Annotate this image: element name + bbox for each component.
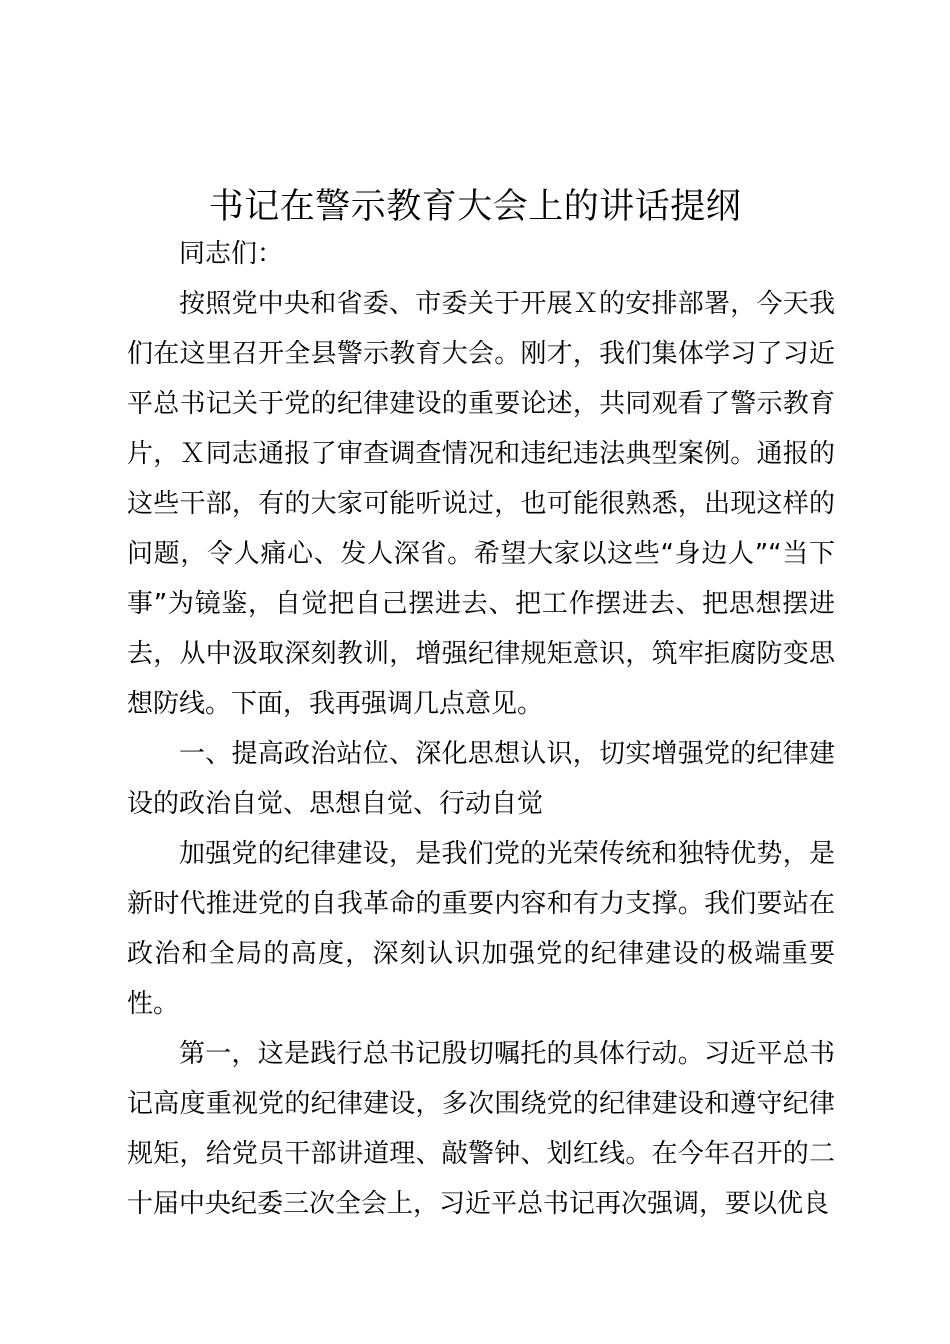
paragraph-intro: 按照党中央和省委、市委关于开展Ｘ的安排部署，今天我们在这里召开全县警示教育大会。刚才，我们集体学习了习近平总书记关于党的纪律建设的重要论述，共同观看了警示教育片，Ｘ同志通报了审查调查情况和违纪违法典型案例。通报的这些干部，有的大家可能听说过，也可能很熟悉，出现这样的问题，令人痛心、发人深省。希望大家以这些“身边人”“当下事”为镜鉴，自觉把自己摆进去、把工作摆进去、把思想摆进去，从中汲取深刻教训，增强纪律规矩意识，筑牢拒腐防变思想防线。下面，我再强调几点意见。 [127, 289, 835, 719]
document-title: 书记在警示教育大会上的讲话提纲 [208, 187, 742, 227]
salutation: 同志们： [179, 239, 284, 269]
section-heading-1: 一、提高政治站位、深化思想认识，切实增强党的纪律建设的政治自觉、思想自觉、行动自觉 [127, 739, 835, 819]
document-body [127, 229, 835, 1229]
paragraph-point-1: 第一，这是践行总书记殷切嘱托的具体行动。习近平总书记高度重视党的纪律建设，多次围绕党的纪律建设和遵守纪律规矩，给党员干部讲道理、敲警钟、划红线。在今年召开的二十届中央纪委三次全会上，习近平总书记再次强调，要以优良 [127, 1039, 835, 1219]
paragraph-section-1: 加强党的纪律建设，是我们党的光荣传统和独特优势，是新时代推进党的自我革命的重要内容和有力支撑。我们要站在政治和全局的高度，深刻认识加强党的纪律建设的极端重要性。 [127, 839, 835, 1019]
